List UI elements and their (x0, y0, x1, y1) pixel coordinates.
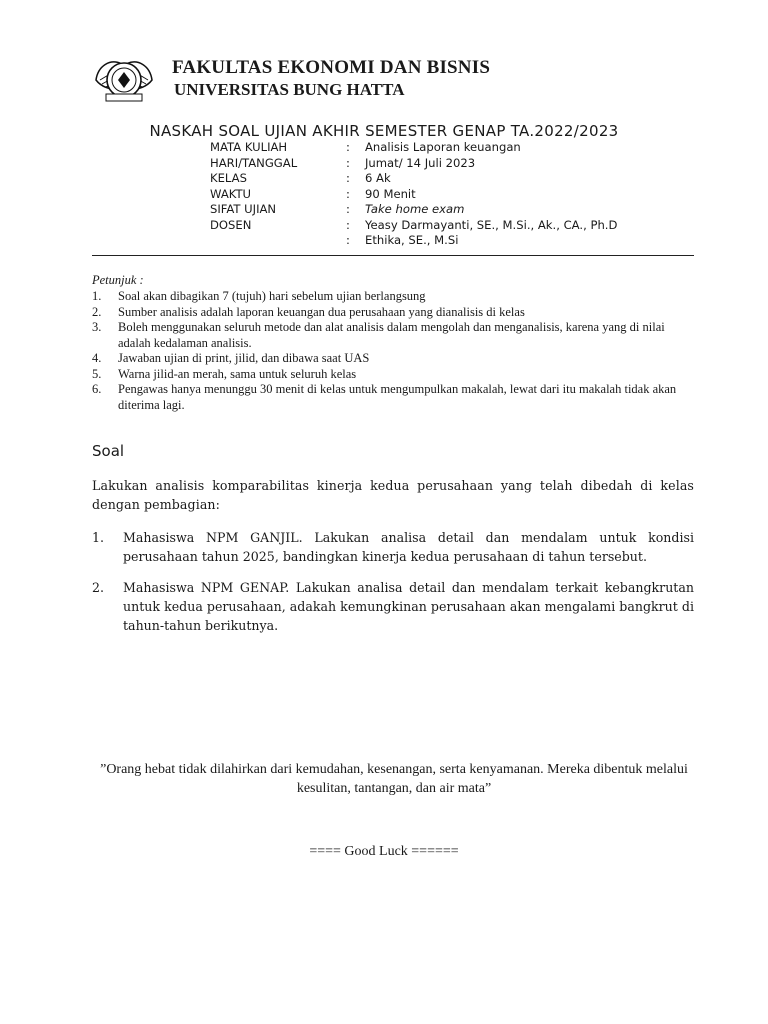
info-value: Ethika, SE., M.Si (365, 233, 459, 247)
header-divider (92, 255, 694, 256)
question-number: 1. (92, 530, 105, 545)
question-item (92, 578, 694, 635)
info-separator: : (346, 202, 350, 216)
instruction-number: 5. (92, 366, 102, 381)
instructions-title: Petunjuk : (92, 273, 144, 287)
questions-intro: Lakukan analisis komparabilitas kinerja kedua perusahaan yang telah dibedah di kelas dengan pembagian: (92, 478, 694, 512)
info-label: SIFAT UJIAN (210, 202, 277, 216)
instruction-text: Pengawas hanya menunggu 30 menit di kelas untuk mengumpulkan makalah, lewat dari itu makalah tidak akan diterima lagi. (118, 382, 677, 412)
info-separator: : (346, 171, 350, 185)
info-label: WAKTU (210, 186, 252, 201)
info-separator: : (346, 233, 350, 247)
faculty-name: FAKULTAS EKONOMI DAN BISNIS (172, 57, 491, 78)
instruction-number: 3. (92, 320, 102, 334)
info-value: 90 Menit (365, 186, 416, 201)
instruction-item (92, 289, 692, 305)
info-label: DOSEN (210, 217, 252, 232)
info-separator: : (346, 217, 350, 232)
question-text: Mahasiswa NPM GENAP. Lakukan analisa detail dan mendalam terkait kebangkrutan untuk kedua perusahaan, adakah kemungkinan perusahaan akan mengalami bangkrut di tahun-tahun berikutnya. (123, 580, 694, 633)
instruction-text: Sumber analisis adalah laporan keuangan dua perusahaan yang dianalisis di kelas (118, 304, 525, 319)
instruction-item (92, 367, 692, 383)
university-name: UNIVERSITAS BUNG HATTA (174, 80, 405, 99)
instruction-text: Soal akan dibagikan 7 (tujuh) hari sebelum ujian berlangsung (118, 289, 426, 303)
info-value: Take home exam (365, 202, 465, 216)
info-value: Jumat/ 14 Juli 2023 (365, 155, 476, 170)
info-separator: : (346, 140, 350, 154)
info-value: 6 Ak (365, 171, 391, 185)
info-label: KELAS (210, 171, 247, 185)
info-separator: : (346, 186, 350, 201)
info-separator: : (346, 155, 350, 170)
info-label: HARI/TANGGAL (210, 155, 298, 170)
question-number: 2. (92, 580, 105, 595)
info-value: Analisis Laporan keuangan (365, 140, 521, 154)
questions-heading: Soal (92, 442, 125, 460)
instruction-text: Warna jilid-an merah, sama untuk seluruh kelas (118, 366, 357, 381)
instruction-text: Boleh menggunakan seluruh metode dan alat analisis dalam mengolah dan menganalisis, karena yang di nilai adalah kedalaman analisis. (118, 320, 665, 350)
question-item (92, 528, 694, 566)
instruction-item (92, 305, 692, 321)
exam-title: NASKAH SOAL UJIAN AKHIR SEMESTER GENAP TA.2022/2023 (149, 122, 619, 140)
question-text: Mahasiswa NPM GANJIL. Lakukan analisa detail dan mendalam untuk kondisi perusahaan tahun 2025, bandingkan kinerja kedua perusahaan di tahun tersebut. (123, 530, 694, 564)
instruction-text: Jawaban ujian di print, jilid, dan dibawa saat UAS (118, 351, 370, 365)
instruction-number: 4. (92, 351, 102, 365)
instructions-list (92, 289, 692, 413)
instruction-item (92, 351, 692, 367)
info-label: MATA KULIAH (210, 140, 288, 154)
instruction-number: 1. (92, 289, 102, 303)
instruction-item (92, 382, 692, 413)
motivational-quote: ”Orang hebat tidak dilahirkan dari kemudahan, kesenangan, serta kenyamanan. Mereka dibentuk melalui kesulitan, tantangan, dan air mata” (100, 762, 688, 796)
info-value: Yeasy Darmayanti, SE., M.Si., Ak., CA., Ph.D (365, 217, 618, 232)
closing-text: ==== Good Luck ====== (309, 844, 459, 859)
instruction-number: 6. (92, 382, 102, 396)
university-seal-icon (92, 50, 156, 106)
instruction-number: 2. (92, 304, 102, 319)
instruction-item (92, 320, 692, 351)
